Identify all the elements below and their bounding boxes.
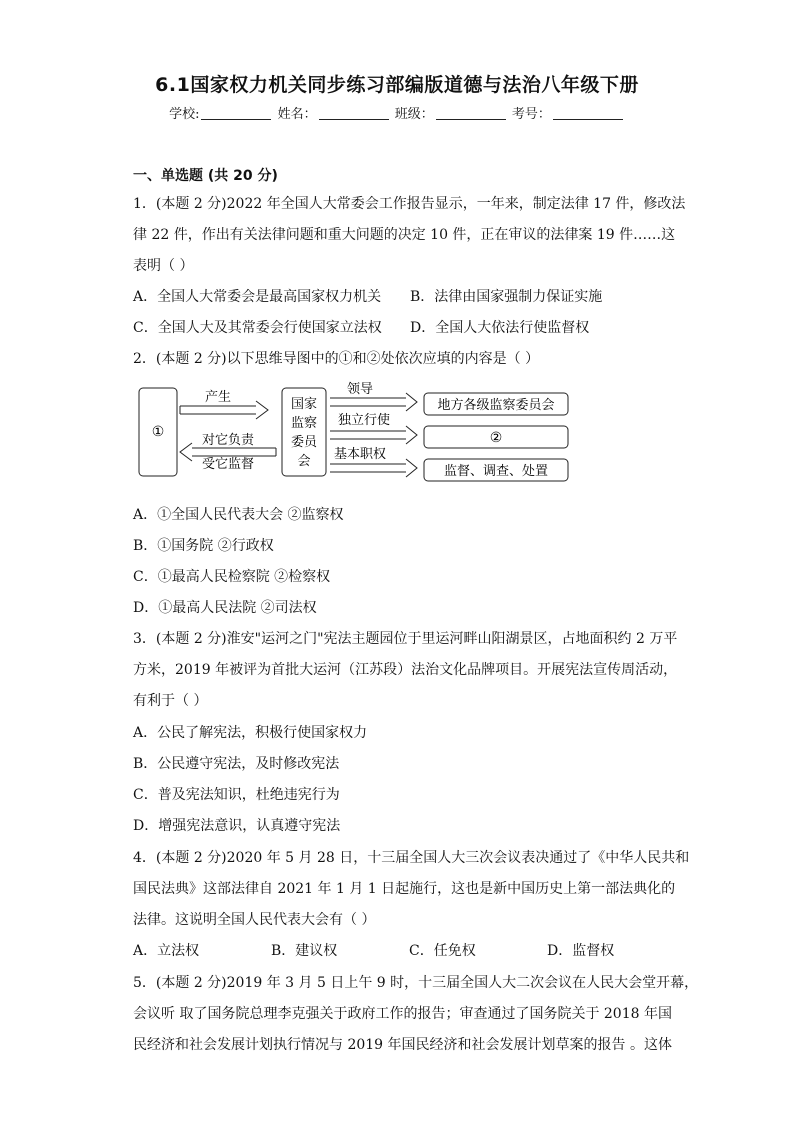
arrow-produce-label: 产生	[204, 390, 232, 405]
document-title: 6.1国家权力机关同步练习部编版道德与法治八年级下册	[155, 74, 639, 96]
class-label: 班级：	[394, 107, 434, 122]
center-line-4: 会	[297, 454, 311, 469]
q2-option-b[interactable]: B．①国务院 ②行政权	[133, 538, 274, 554]
name-blank[interactable]	[319, 105, 389, 120]
student-info-line	[0, 103, 794, 122]
center-line-1: 国家	[290, 397, 318, 412]
q3-option-d[interactable]: D．增强宪法意识，认真遵守宪法	[133, 818, 341, 834]
center-line-3: 委员	[290, 435, 318, 450]
right-box-3-label: 监督、调查、处置	[443, 464, 549, 479]
arrow-responsible-label: 对它负责	[201, 433, 255, 448]
q1-option-a[interactable]: A．全国人大常委会是最高国家权力机关	[133, 289, 382, 305]
school-blank[interactable]	[201, 105, 271, 120]
q1-line-2: 律 22 件，作出有关法律问题和重大问题的决定 10 件，正在审议的法律案 19 件……这	[133, 227, 676, 243]
q3-line-3: 有利于（ ）	[133, 693, 208, 709]
q1-option-b[interactable]: B．法律由国家强制力保证实施	[410, 289, 603, 305]
rel-lead-label: 领导	[346, 382, 374, 397]
exam-no-blank[interactable]	[553, 105, 623, 120]
rel-independent-label: 独立行使	[337, 413, 391, 428]
q2-option-c[interactable]: C．①最高人民检察院 ②检察权	[133, 569, 331, 585]
q5-line-1: 5．(本题 2 分)2019 年 3 月 5 日上午 9 时，十三届全国人大二次会议在人民大会堂开幕，	[133, 975, 699, 991]
arrow-lead	[330, 393, 417, 411]
q2-option-d[interactable]: D．①最高人民法院 ②司法权	[133, 600, 317, 616]
right-box-1-label: 地方各级监察委员会	[437, 398, 555, 413]
exam-no-label: 考号：	[511, 107, 551, 122]
q4-option-a[interactable]: A．立法权	[133, 943, 200, 959]
diagram-box-1-label: ①	[151, 424, 165, 440]
q4-option-d[interactable]: D．监督权	[547, 943, 615, 959]
q1-option-d[interactable]: D．全国人大依法行使监督权	[410, 320, 590, 336]
q4-line-1: 4．(本题 2 分)2020 年 5 月 28 日，十三届全国人大三次会议表决通过了《中华人民共和	[133, 850, 690, 866]
class-blank[interactable]	[436, 105, 506, 120]
q3-option-b[interactable]: B．公民遵守宪法，及时修改宪法	[133, 756, 340, 772]
rel-basic-powers-label: 基本职权	[333, 447, 387, 462]
arrow-supervised-label: 受它监督	[201, 457, 255, 472]
q4-option-c[interactable]: C．任免权	[409, 943, 476, 959]
q3-option-c[interactable]: C．普及宪法知识，杜绝违宪行为	[133, 787, 340, 803]
arrow-independent	[330, 426, 417, 444]
q4-option-b[interactable]: B．建议权	[271, 943, 338, 959]
q3-option-a[interactable]: A．公民了解宪法，积极行使国家权力	[133, 725, 368, 741]
q1-line-3: 表明（ ）	[133, 258, 194, 274]
q1-line-1: 1．(本题 2 分)2022 年全国人大常委会工作报告显示，一年来，制定法律 17 件，修改法	[133, 196, 686, 212]
q1-option-c[interactable]: C．全国人大及其常委会行使国家立法权	[133, 320, 382, 336]
right-box-2-label: ②	[489, 430, 503, 446]
mind-map-diagram	[130, 380, 590, 490]
section-heading: 一、单选题 (共 20 分)	[133, 168, 278, 184]
q4-line-2: 国民法典》这部法律自 2021 年 1 月 1 日起施行，这也是新中国历史上第一部法典化的	[133, 881, 676, 897]
q3-line-2: 方米，2019 年被评为首批大运河（江苏段）法治文化品牌项目。开展宪法宣传周活动，	[133, 662, 678, 678]
school-label: 学校:	[169, 107, 200, 122]
q2-stem: 2．(本题 2 分)以下思维导图中的①和②处依次应填的内容是（ ）	[133, 351, 540, 367]
q5-line-2: 会议听 取了国务院总理李克强关于政府工作的报告；审查通过了国务院关于 2018 年国	[133, 1006, 672, 1022]
q2-option-a[interactable]: A．①全国人民代表大会 ②监察权	[133, 507, 344, 523]
q5-line-3: 民经济和社会发展计划执行情况与 2019 年国民经济和社会发展计划草案的报告 。这体	[133, 1037, 672, 1053]
q3-line-1: 3．(本题 2 分)淮安"运河之门"宪法主题园位于里运河畔山阳湖景区，占地面积约 2 万平	[133, 631, 678, 647]
name-label: 姓名：	[277, 107, 317, 122]
q4-line-3: 法律。这说明全国人民代表大会有（ ）	[133, 912, 376, 928]
center-line-2: 监察	[290, 416, 318, 431]
